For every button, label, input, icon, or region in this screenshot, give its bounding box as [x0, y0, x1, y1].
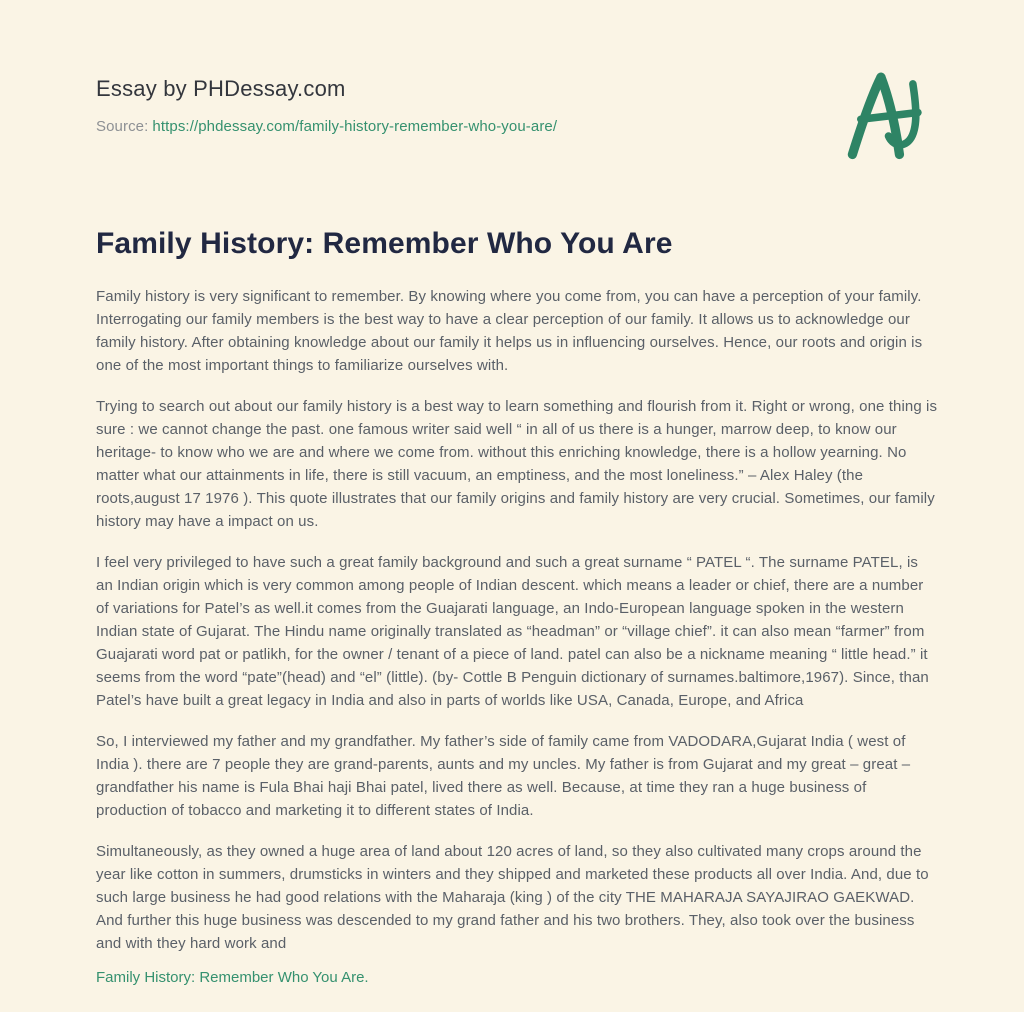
byline: Essay by PHDessay.com: [96, 76, 346, 101]
source-link[interactable]: https://phdessay.com/family-history-remember-who-you-are/: [152, 118, 558, 135]
article-body: [96, 285, 938, 955]
source-label: Source:: [96, 118, 149, 135]
page-title: Family History: Remember Who You Are: [96, 227, 673, 260]
article-paragraph: Family history is very significant to remember. By knowing where you come from, you can have a perception of your family. Interrogating our family members is the best way to have a clear perception of our family. It allows us to acknowledge our family history. After obtaining knowledge about our family it helps us in influencing ourselves. Hence, our roots and origin is one of the most important things to familiarize ourselves with.: [96, 288, 923, 374]
header-text-block: [96, 76, 557, 135]
citation-link[interactable]: Family History: Remember Who You Are.: [96, 969, 369, 986]
article-paragraph: Simultaneously, as they owned a huge area of land about 120 acres of land, so they also cultivated many crops around the year like cotton in summers, drumsticks in winters and they shipped and marketed these products all over India. And, due to such large business he had good relations with the Maharaja (king ) of the city THE MAHARAJA SAYAJIRAO GAEKWAD. And further this huge business was descended to my grand father and his two brothers. They, also took over the business and with they hard work and: [96, 843, 929, 952]
article-paragraph: So, I interviewed my father and my grandfather. My father’s side of family came from VADODARA,Gujarat India ( west of India ). there are 7 people they are grand-parents, aunts and my uncles. My father is from Gujarat and my great – great – grandfather his name is Fula Bhai haji Bhai patel, lived there as well. Because, at time they ran a huge business of production of tobacco and marketing it to different states of India.: [96, 733, 911, 819]
page-header: [96, 76, 934, 165]
phdessay-logo-icon: [844, 70, 928, 165]
source-line: [96, 118, 557, 135]
article-paragraph: I feel very privileged to have such a great family background and such a great surname “ PATEL “. The surname PATEL, is an Indian origin which is very common among people of Indian descent. which means a leader or chief, there are a number of variations for Patel’s as well.it comes from the Guajarati language, an Indo-European language spoken in the western Indian state of Gujarat. The Hindu name originally translated as “headman” or “village chief”. it can also mean “farmer” from Guajarati word pat or patlikh, for the owner / tenant of a piece of land. patel can also be a nickname meaning “ little head.” it seems from the word “pate”(head) and “el” (little). (by- Cottle B Penguin dictionary of surnames.baltimore,1967). Since, than Patel’s have built a great legacy in India and also in parts of worlds like USA, Canada, Europe, and Africa: [96, 554, 929, 709]
article-paragraph: Trying to search out about our family history is a best way to learn something and flourish from it. Right or wrong, one thing is sure : we cannot change the past. one famous writer said well “ in all of us there is a hunger, marrow deep, to know our heritage- to know who we are and where we come from. without this enriching knowledge, there is a hollow yearning. No matter what our attainments in life, there is still vacuum, an emptiness, and the most loneliness.” – Alex Haley (the roots,august 17 1976 ). This quote illustrates that our family origins and family history are very crucial. Sometimes, our family history may have a impact on us.: [96, 398, 938, 530]
